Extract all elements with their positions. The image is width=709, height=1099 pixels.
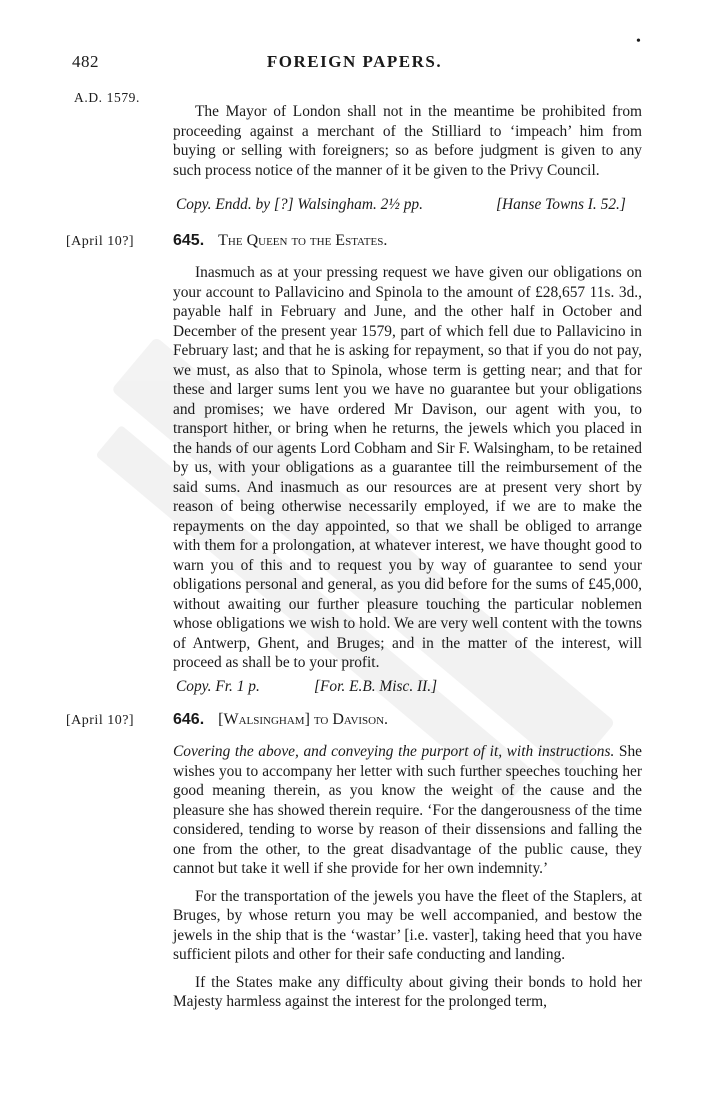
entry-645-number: 645. xyxy=(173,232,205,249)
page-number: 482 xyxy=(72,52,99,71)
entry-646-text xyxy=(173,742,642,1012)
entry-646-paragraph-2: For the transportation of the jewels you have the fleet of the Staplers, at Bruges, by whose return you may be well accompanied, and bestow the jewels in the ship that is the ‘wastar’ [i.e. vaster], taking heed that you have sufficient pilots and other for their safe conducting and landing. xyxy=(173,887,642,963)
corner-mark: • xyxy=(636,34,641,49)
entry-645-reference-line xyxy=(314,678,437,696)
entry-645-text xyxy=(173,263,642,673)
top-paragraph: The Mayor of London shall not in the meantime be prohibited from proceeding against a merchant of the Stilliard to ‘impeach’ him from buying or selling with foreigners; so as before judgment is given to any such process notice of the manner of it be given to the Privy Council. xyxy=(173,103,642,179)
top-reference: [Hanse Towns I. 52.] xyxy=(496,196,626,213)
entry-646-paragraph-3: If the States make any difficulty about giving their bonds to hold her Majesty harmless against the interest for the prolonged term, xyxy=(173,973,642,1010)
entry-646-first-paragraph xyxy=(173,742,642,879)
entry-645-heading xyxy=(173,232,387,250)
margin-date-645: [April 10?] xyxy=(66,234,135,249)
top-endorsement-line xyxy=(176,196,423,214)
entry-645-endorsement: Copy. Fr. 1 p. xyxy=(176,678,260,695)
entry-646-heading xyxy=(173,711,388,729)
entry-646-title: [Walsingham] to Davison. xyxy=(218,711,389,728)
entry-645-paragraph: Inasmuch as at your pressing request we have given our obligations on your account to Pallavicino and Spinola to the amount of £28,657 11s. 3d., payable half in February and June, and the other half in October and December of the present year 1579, part of which fell due to Pallavicino in February last; and that he is asking for repayment, so that if you do not pay, we must, as also that to Spinola, whose term is getting near; and that for these and larger sums lent you we have no guarantee but your obligations and promises; we have ordered Mr Davison, our agent with you, to transport hither, or bring when he returns, the jewels which you placed in the hands of our agents Lord Cobham and Sir F. Walsingham, to be retained by us, with your obligations as a guarantee till the reimbursement of the said sums. And inasmuch as our resources are at present very short by reason of being otherwise necessarily employed, if we are to make the repayments on the day appointed, so that we shall be obliged to arrange with them for a prolongation, at whatever interest, we have thought good to warn you of this and to request you by way of guarantee to send your obligations personal and general, as you did before for the sums of £45,000, without awaiting our further pleasure touching the particular noblemen whose obligations we wish to hold. We are very well content with the towns of Antwerp, Ghent, and Bruges; and in the matter of the interest, will proceed as shall be to your profit. xyxy=(173,264,642,671)
margin-year: A.D. 1579. xyxy=(74,90,140,105)
top-reference-line xyxy=(496,196,626,214)
entry-646-number: 646. xyxy=(173,711,205,728)
entry-646-paragraph-1: She wishes you to accompany her letter with such further speeches touching her good meaning therein, as you know the weight of the cause and the pleasure she has showed therein require. ‘For the dangerousness of the time considered, tending to worse by reason of their dissensions and falling the one from the other, to the great disadvantage of the public cause, they cannot but take it well if she provide for her own indemnity.’ xyxy=(173,743,642,877)
entry-646-summary: Covering the above, and conveying the purport of it, with instructions. xyxy=(173,743,615,760)
entry-645-title: The Queen to the Estates. xyxy=(218,232,388,249)
running-head xyxy=(0,34,709,78)
entry-645-reference: [For. E.B. Misc. II.] xyxy=(314,678,438,695)
entry-645-endorsement-line xyxy=(176,678,260,696)
top-block-text xyxy=(173,102,642,180)
top-endorsement: Copy. Endd. by [?] Walsingham. 2½ pp. xyxy=(176,196,423,213)
margin-date-646: [April 10?] xyxy=(66,713,135,728)
page-title: FOREIGN PAPERS. xyxy=(266,52,443,71)
